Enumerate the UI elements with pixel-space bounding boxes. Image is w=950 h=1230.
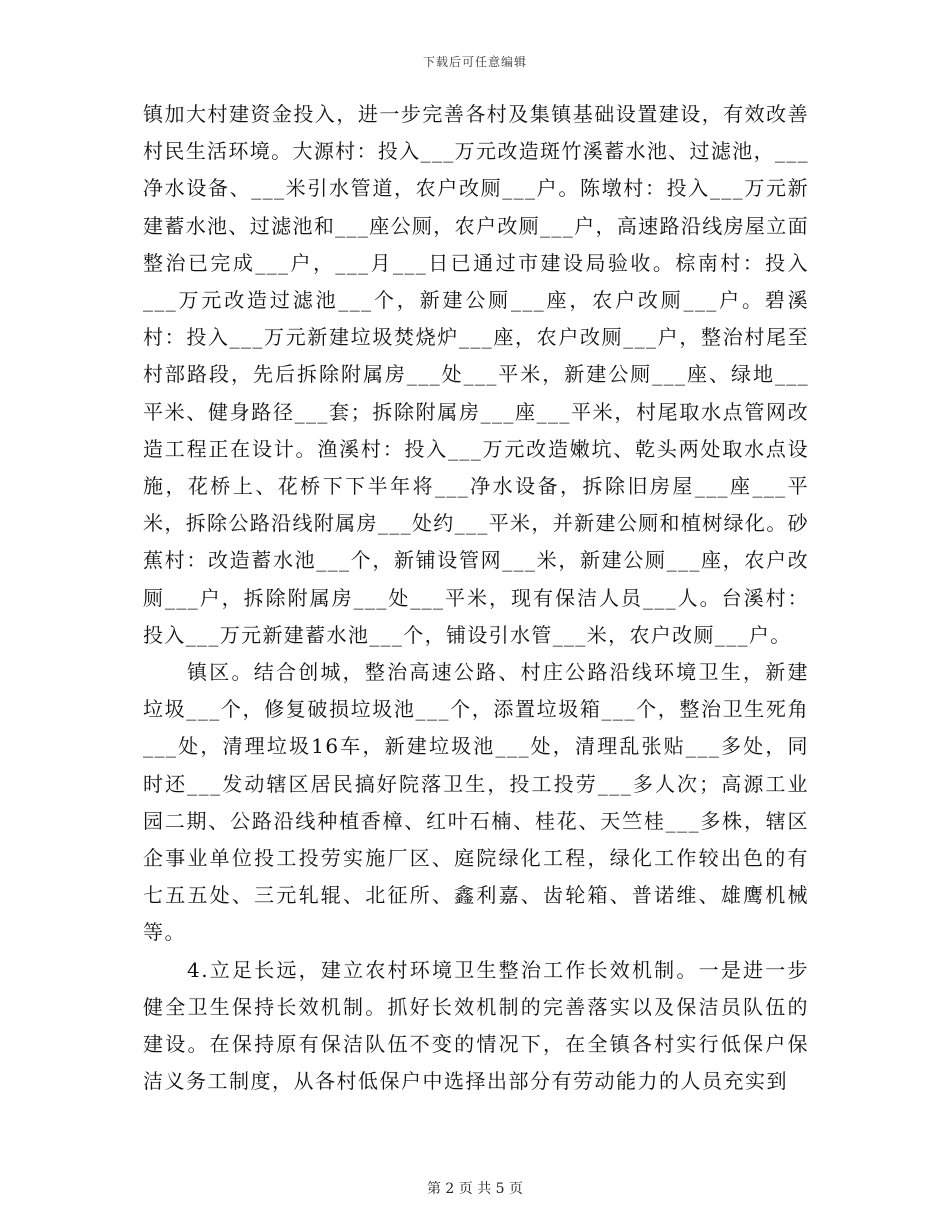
page-number-footer: 第 2 页 共 5 页 [426,1181,524,1197]
paragraph-long-term-mechanism: 4.立足长远，建立农村环境卫生整治工作长效机制。一是进一步健全卫生保持长效机制。抓好长效机制的完善落实以及保洁员队伍的建设。在保持原有保洁队伍不变的情况下，在全镇各村实行低保户保洁义务工制度，从各村低保户中选择出部分有劳动能力的人员充实到 [143,957,809,1094]
page-header-note: 下载后可任意编辑 [422,55,527,69]
paragraph-village-investment: 镇加大村建资金投入，进一步完善各村及集镇基础设置建设，有效改善村民生活环境。大源村：投入___万元改造斑竹溪蓄水池、过滤池，___净水设备、___米引水管道，农户改厕___户。陈墩村：投入___万元新建蓄水池、过滤池和___座公厕，农户改厕___户，高速路沿线房屋立面整治已完成___户，___月___日已通过市建设局验收。棕南村：投入___万元改造过滤池___个，新建公厕___座，农户改厕___户。碧溪村：投入___万元新建垃圾焚烧炉___座，农户改厕___户，整治村尾至村部路段，先后拆除附属房___处___平米，新建公厕___座、绿地___平米、健身路径___套；拆除附属房___座___平米，村尾取水点管网改造工程正在设计。渔溪村：投入___万元改造嫩坑、乾头两处取水点设施，花桥上、花桥下下半年将___净水设备，拆除旧房屋___座___平米，拆除公路沿线附属房___处约___平米，并新建公厕和植树绿化。砂蕉村：改造蓄水池___个，新铺设管网___米，新建公厕___座，农户改厕___户，拆除附属房___处___平米，现有保洁人员___人。台溪村：投入___万元新建蓄水池___个，铺设引水管___米，农户改厕___户。 [143,102,809,647]
document-body [143,96,809,1100]
paragraph-town-area: 镇区。结合创城，整治高速公路、村庄公路沿线环境卫生，新建垃圾___个，修复破损垃圾池___个，添置垃圾箱___个，整治卫生死角___处，清理垃圾16车，新建垃圾池___处，清理乱张贴___多处，同时还___发动辖区居民搞好院落卫生，投工投劳___多人次；高源工业园二期、公路沿线种植香樟、红叶石楠、桂花、天竺桂___多株，辖区企事业单位投工投劳实施厂区、庭院绿化工程，绿化工作较出色的有七五五处、三元轧辊、北征所、鑫利嘉、齿轮箱、普诺维、雄鹰机械等。 [143,660,809,945]
